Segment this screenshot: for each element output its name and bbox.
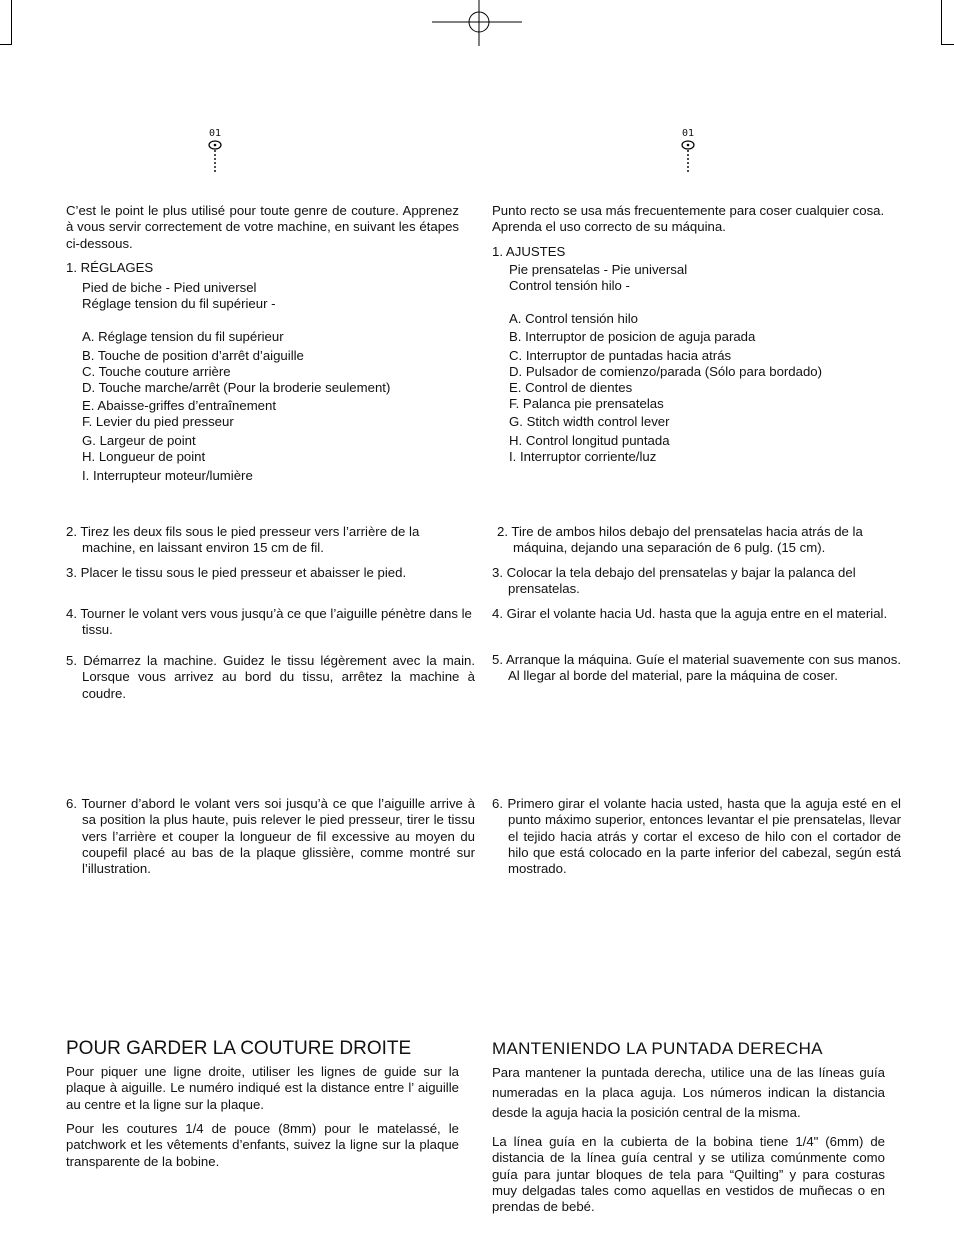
es-part-e: E. Control de dientes — [509, 380, 633, 395]
crop-mark-right-tick — [941, 44, 954, 45]
fr-setting-presser-foot: Pied de biche - Pied universel — [82, 280, 257, 295]
fr-part-b: B. Touche de position d’arrêt d’aiguille — [82, 348, 304, 363]
stitch-number: 01 — [681, 128, 695, 139]
fr-para-guide-lines: Pour piquer une ligne droite, utiliser les lignes de guide sur la plaque à aiguille. Le numéro indiqué est la distance entre l’ aiguille au centre et la ligne sur la plaque. — [66, 1064, 459, 1112]
fr-part-d: D. Touche marche/arrêt (Pour la broderie seulement) — [82, 380, 391, 395]
fr-para-quarter-inch: Pour les coutures 1/4 de pouce (8mm) pour le matelassé, le patchwork et les vêtements d’enfants, suivez la ligne sur la plaque transparente de la bobine. — [66, 1121, 459, 1169]
es-part-f: F. Palanca pie prensatelas — [509, 396, 664, 411]
es-part-d: D. Pulsador de comienzo/parada (Sólo para bordado) — [509, 364, 823, 379]
es-heading-straight-stitch: MANTENIENDO LA PUNTADA DERECHA — [492, 1039, 823, 1058]
fr-step-5: 5. Démarrez la machine. Guidez le tissu légèrement avec la main. Lorsque vous arrivez au bord du tissu, arrêtez la machine à coudre. — [66, 653, 475, 701]
fr-heading-straight-seam: POUR GARDER LA COUTURE DROITE — [66, 1038, 412, 1059]
fr-part-h: H. Longueur de point — [82, 449, 206, 464]
es-step-3: 3. Colocar la tela debajo del prensatelas y bajar la palanca del prensatelas. — [492, 565, 856, 597]
fr-part-c: C. Touche couture arrière — [82, 364, 231, 379]
es-setting-presser-foot: Pie prensatelas - Pie universal — [509, 262, 688, 277]
fr-part-e: E. Abaisse-griffes d’entraînement — [82, 398, 277, 413]
stitch-number: 01 — [208, 128, 222, 139]
es-part-g: G. Stitch width control lever — [509, 414, 670, 429]
fr-part-a: A. Réglage tension du fil supérieur — [82, 329, 284, 344]
es-step-4: 4. Girar el volante hacia Ud. hasta que la aguja entre en el material. — [492, 606, 888, 621]
crop-mark-left — [11, 0, 12, 44]
es-part-a: A. Control tensión hilo — [509, 311, 639, 326]
fr-section1-title: 1. RÉGLAGES — [66, 260, 154, 275]
es-para-bobbin-cover: La línea guía en la cubierta de la bobina tiene 1/4" (6mm) de distancia de la línea guía central y se utiliza comúnmente como guía para juntar bloques de tela para “Quilting” y para costuras muy delgadas tales como aquellas en vestidos de muñecas o en prendas de bebé. — [492, 1134, 885, 1215]
fr-step-3: 3. Placer le tissu sous le pied presseur et abaisser le pied. — [66, 565, 407, 580]
fr-part-i: I. Interrupteur moteur/lumière — [82, 468, 253, 483]
fr-step-6: 6. Tourner d’abord le volant vers soi jusqu’à ce que l’aiguille arrive à sa position la plus haute, puis relever le pied presseur, tirer le tissu vers l’arrière et couper la longueur de fil excessive au moyen du coupefil placé au bas de la plaque glissière, comme montré sur l’illustration. — [66, 796, 475, 877]
es-part-h: H. Control longitud puntada — [509, 433, 670, 448]
es-para-guide-lines: Para mantener la puntada derecha, utilice una de las líneas guía numeradas en la placa aguja. Los números indican la distancia desde la aguja hacia la posición central de la misma. — [492, 1065, 885, 1120]
es-part-c: C. Interruptor de puntadas hacia atrás — [509, 348, 732, 363]
fr-setting-tension: Réglage tension du fil supérieur - — [82, 296, 276, 311]
fr-part-f: F. Levier du pied presseur — [82, 414, 234, 429]
crop-mark-right — [941, 0, 942, 44]
es-part-i: I. Interruptor corriente/luz — [509, 449, 657, 464]
fr-step-2: 2. Tirez les deux fils sous le pied presseur vers l’arrière de la machine, en laissant environ 15 cm de fil. — [66, 524, 420, 556]
fr-step-4: 4. Tourner le volant vers vous jusqu’à ce que l’aiguille pénètre dans le tissu. — [66, 606, 472, 638]
es-step-5: 5. Arranque la máquina. Guíe el material suavemente con sus manos. Al llegar al borde del material, pare la máquina de coser. — [492, 652, 901, 684]
straight-stitch-icon-fr — [206, 128, 224, 174]
es-part-b: B. Interruptor de posicion de aguja parada — [509, 329, 756, 344]
es-step-6: 6. Primero girar el volante hacia usted, hasta que la aguja esté en el punto máximo superior, entonces levantar el pie prensatelas, llevar el tejido hacia atrás y cortar el exceso de hilo con el cortador de hilo que está colocado en la parte inferior del cabezal, según está mostrado. — [492, 796, 901, 877]
es-step-2: 2. Tire de ambos hilos debajo del prensatelas hacia atrás de la máquina, dejando una separación de 6 pulg. (15 cm). — [497, 524, 863, 556]
registration-mark-icon — [430, 0, 524, 46]
es-section1-title: 1. AJUSTES — [492, 244, 566, 259]
straight-stitch-icon-es — [679, 128, 697, 174]
crop-mark-left-tick — [0, 44, 12, 45]
fr-intro: C’est le point le plus utilisé pour toute genre de couture. Apprenez à vous servir correctement de votre machine, en suivant les étapes ci-dessous. — [66, 203, 459, 251]
es-setting-tension: Control tensión hilo - — [509, 278, 630, 293]
fr-part-g: G. Largeur de point — [82, 433, 196, 448]
es-intro: Punto recto se usa más frecuentemente para coser cualquier cosa. Aprenda el uso correcto de su máquina. — [492, 203, 885, 235]
